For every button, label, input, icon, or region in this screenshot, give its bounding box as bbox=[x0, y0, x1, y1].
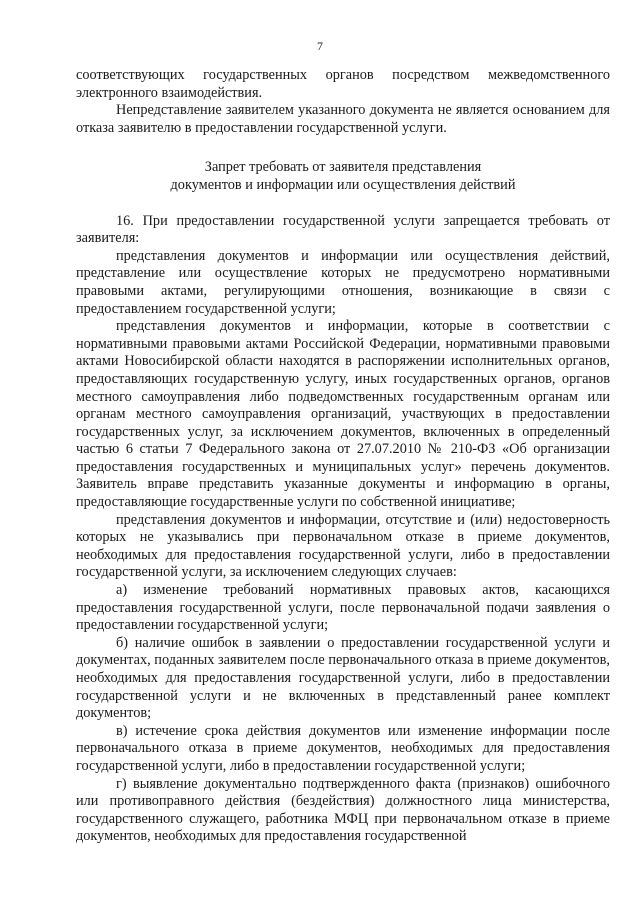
list-item: в) истечение срока действия документов или изменение информации после первоначального отказа в приеме документов, необходимых для предоставления государственной услуги, либо в предоставлении государственной услуги; bbox=[76, 722, 610, 774]
page-number: 7 bbox=[317, 39, 323, 53]
list-item: г) выявление документально подтвержденного факта (признаков) ошибочного или противоправного действия (бездействия) должностного лица министерства, государственного служащего, работника МФЦ при первоначальном отказе в приеме документов, необходимых для предоставления государственной bbox=[76, 775, 610, 845]
list-item: б) наличие ошибок в заявлении о предоставлении государственной услуги и документах, поданных заявителем после первоначального отказа в приеме документов, необходимых для предоставления государственной услуги, либо в предоставлении государственной услуги и не включенных в представленный ранее комплект документов; bbox=[76, 634, 610, 722]
section-heading-line: Запрет требовать от заявителя представления bbox=[204, 159, 482, 176]
section-heading-line: документов и информации или осуществления действий bbox=[170, 176, 516, 193]
paragraph: Непредставление заявителем указанного документа не является основанием для отказа заявителю в предоставлении государственной услуги. bbox=[76, 102, 610, 136]
list-item: а) изменение требований нормативных правовых актов, касающихся предоставления государственной услуги, после первоначальной подачи заявления о предоставлении государственной услуги; bbox=[76, 582, 610, 634]
section-heading bbox=[76, 159, 610, 194]
document-body bbox=[76, 67, 610, 846]
paragraph: представления документов и информации или осуществления действий, представление или осуществление которых не предусмотрено нормативными правовыми актами, регулирующими отношения, возникающие в связи с предоставлением государственной услуги; bbox=[76, 247, 610, 317]
paragraph: представления документов и информации, которые в соответствии с нормативными правовыми актами Российской Федерации, нормативными правовыми актами Новосибирской области находятся в распоряжении исполнительных органов, предоставляющих государственную услугу, иных государственных органов, органов местного самоуправления либо подведомственных государственным органам или органам местного самоуправления организаций, участвующих в предоставлении государственных услуг, за исключением документов, включенных в определенный частью 6 статьи 7 Федерального закона от 27.07.2010 № 210-ФЗ «Об организации предоставления государственных и муниципальных услуг» перечень документов. Заявитель вправе представить указанные документы и информацию в органы, предоставляющие государственные услуги по собственной инициативе; bbox=[76, 318, 610, 511]
paragraph: 16. При предоставлении государственной услуги запрещается требовать от заявителя: bbox=[76, 212, 610, 247]
paragraph: соответствующих государственных органов посредством межведомственного электронного взаимодействия. bbox=[76, 67, 610, 101]
paragraph: представления документов и информации, отсутствие и (или) недостоверность которых не указывались при первоначальном отказе в приеме документов, необходимых для предоставления государственной услуги, либо в предоставлении государственной услуги, за исключением следующих случаев: bbox=[76, 511, 610, 581]
